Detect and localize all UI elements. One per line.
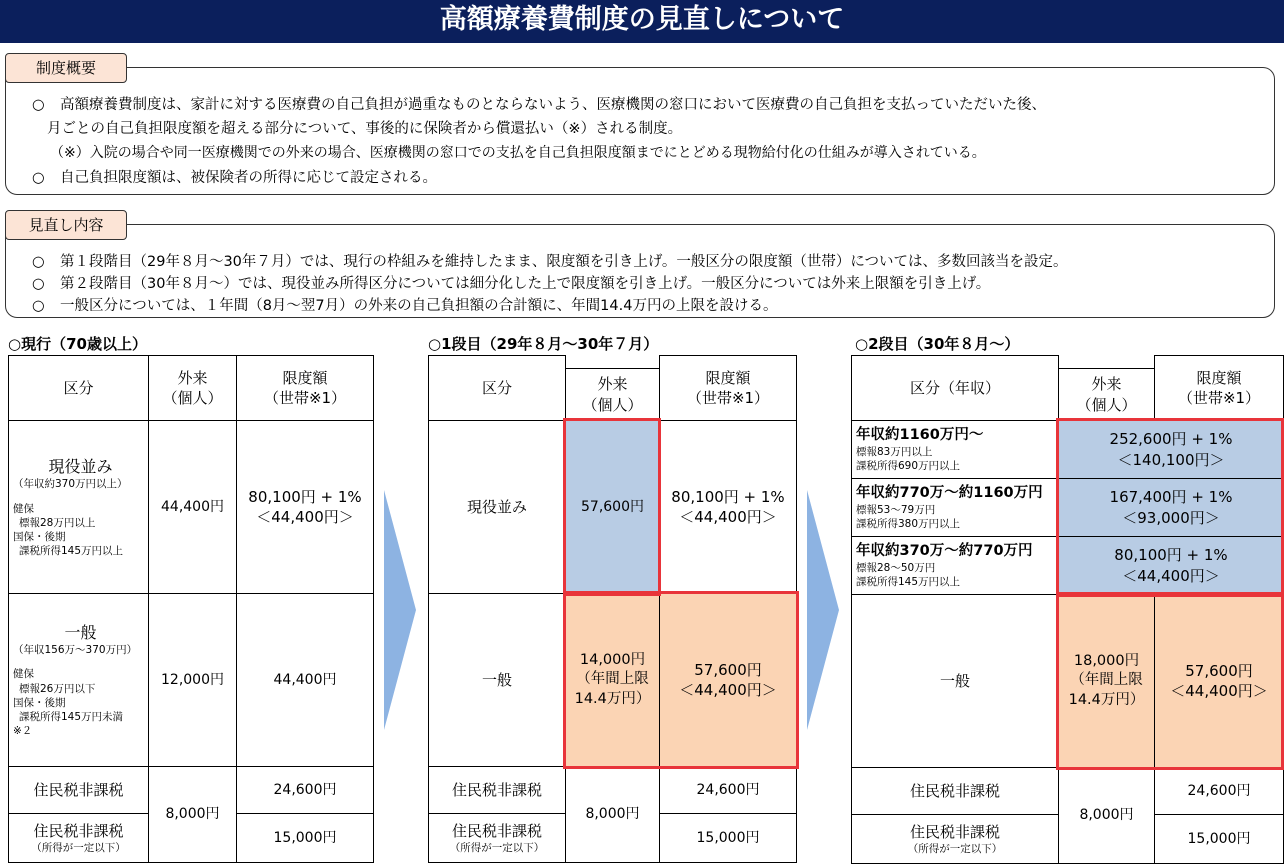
revision-bullet-1: ○ 第１段階目（29年８月～30年７月）では、現行の枠組みを維持したまま、限度額を引き上げ。一般区分の限度額（世帯）については、多数回該当を設定。: [32, 254, 1068, 270]
overview-bullet-2: ○ 自己負担限度額は、被保険者の所得に応じて設定される。: [32, 170, 437, 186]
arrow-right-icon: [382, 490, 418, 730]
arrow-right-icon: [805, 490, 841, 730]
t2-genekinami-gairai: 57,600円: [565, 420, 660, 594]
t2-ippan-gairai: 14,000円 （年間上限 14.4万円）: [565, 593, 660, 767]
t2-hikazei-gairai: 8,000円: [565, 766, 660, 863]
t3-hikazei-gendo: 24,600円: [1154, 767, 1284, 815]
revision-bullet-3: ○ 一般区分については、１年間（8月～翌7月）の外来の自己負担額の合計額に、年間14.4万円の上限を設ける。: [32, 298, 778, 314]
page-title: 高額療養費制度の見直しについて: [0, 0, 1284, 43]
t1-hikazei-gendo: 24,600円: [236, 766, 374, 814]
bullet-mark: ○: [32, 298, 45, 314]
t3-row-hikazei: 住民税非課税: [851, 767, 1059, 815]
t3-over1160-value: 252,600円 + 1% ＜140,100円＞: [1058, 420, 1284, 479]
t1-row-hikazei: 住民税非課税: [8, 766, 149, 814]
t1-header-gendo: 限度額 （世帯※1）: [236, 355, 374, 421]
t2-genekinami-gendo: 80,100円 + 1% ＜44,400円＞: [659, 420, 797, 594]
revision-bullet-2: ○ 第２段階目（30年８月～）では、現役並み所得区分については細分化した上で限度額を引き上げ。一般区分については外来上限額を引き上げ。: [32, 276, 991, 292]
overview-bullet-1-cont: 月ごとの自己負担限度額を超える部分について、事後的に保険者から償還払い（※）される制度。: [47, 121, 683, 137]
t3-header-gairai: 外来 （個人）: [1058, 368, 1155, 421]
t1-row-hikazei-low: 住民税非課税 （所得が一定以下）: [8, 813, 149, 863]
t3-ippan-gairai: 18,000円 （年間上限 14.4万円）: [1058, 594, 1155, 768]
t1-genekinami-gairai: 44,400円: [148, 420, 237, 594]
t2-hikazei-low-gendo: 15,000円: [659, 813, 797, 863]
t1-hikazei-gairai: 8,000円: [148, 766, 237, 863]
t1-header-gairai: 外来 （個人）: [148, 355, 237, 421]
t3-row-370-770: 年収約370万～約770万円 標報28～50万円 課税所得145万円以上: [851, 536, 1059, 595]
overview-tag: 制度概要: [5, 53, 127, 83]
bullet-mark: ○: [32, 97, 45, 113]
revision-tag: 見直し内容: [5, 210, 127, 240]
t3-770-1160-value: 167,400円 + 1% ＜93,000円＞: [1058, 478, 1284, 537]
t1-row-genekinami: 現役並み （年収約370万円以上） 健保 標報28万円以上 国保・後期 課税所得145万円以上: [8, 420, 149, 594]
table1-heading: ○現行（70歳以上）: [8, 335, 147, 353]
t3-row-hikazei-low: 住民税非課税 （所得が一定以下）: [851, 814, 1059, 864]
overview-note: （※）入院の場合や同一医療機関での外来の場合、医療機関の窓口での支払を自己負担限度額までにとどめる現物給付化の仕組みが導入されている。: [50, 145, 986, 161]
t1-row-ippan: 一般 （年収156万～370万円） 健保 標報26万円以下 国保・後期 課税所得145万円未満 ※２: [8, 593, 149, 767]
t2-row-genekinami: 現役並み: [428, 420, 566, 594]
t1-ippan-gendo: 44,400円: [236, 593, 374, 767]
overview-bullet-1: ○ 高額療養費制度は、家計に対する医療費の自己負担が過重なものとならないよう、医療機関の窓口において医療費の自己負担を支払っていただいた後、: [32, 97, 1046, 113]
t3-ippan-gendo: 57,600円 ＜44,400円＞: [1154, 594, 1284, 768]
t2-row-hikazei-low: 住民税非課税 （所得が一定以下）: [428, 813, 566, 863]
t3-hikazei-gairai: 8,000円: [1058, 767, 1155, 864]
t3-hikazei-low-gendo: 15,000円: [1154, 814, 1284, 864]
t3-row-over1160: 年収約1160万円～ 標報83万円以上 課税所得690万円以上: [851, 420, 1059, 479]
t2-header-gairai: 外来 （個人）: [565, 368, 660, 421]
t2-ippan-gendo: 57,600円 ＜44,400円＞: [659, 593, 797, 767]
t1-ippan-gairai: 12,000円: [148, 593, 237, 767]
bullet-mark: ○: [32, 254, 45, 270]
t3-row-ippan: 一般: [851, 594, 1059, 768]
table2-heading: ○1段目（29年８月～30年７月）: [428, 335, 659, 353]
t1-header-kubun: 区分: [8, 355, 149, 421]
t3-row-770-1160: 年収約770万～約1160万円 標報53～79万円 課税所得380万円以上: [851, 478, 1059, 537]
t1-genekinami-gendo: 80,100円 + 1% ＜44,400円＞: [236, 420, 374, 594]
t2-header-gendo: 限度額 （世帯※1）: [659, 355, 797, 421]
t2-row-hikazei: 住民税非課税: [428, 766, 566, 814]
t2-header-kubun: 区分: [428, 355, 566, 421]
t3-header-gendo: 限度額 （世帯※1）: [1154, 355, 1284, 421]
table3-heading: ○2段目（30年８月～）: [855, 335, 1020, 353]
bullet-mark: ○: [32, 170, 45, 186]
t2-row-ippan: 一般: [428, 593, 566, 767]
bullet-mark: ○: [32, 276, 45, 292]
t1-hikazei-low-gendo: 15,000円: [236, 813, 374, 863]
t3-370-770-value: 80,100円 + 1% ＜44,400円＞: [1058, 536, 1284, 595]
t2-hikazei-gendo: 24,600円: [659, 766, 797, 814]
t3-header-kubun: 区分（年収）: [851, 355, 1059, 421]
